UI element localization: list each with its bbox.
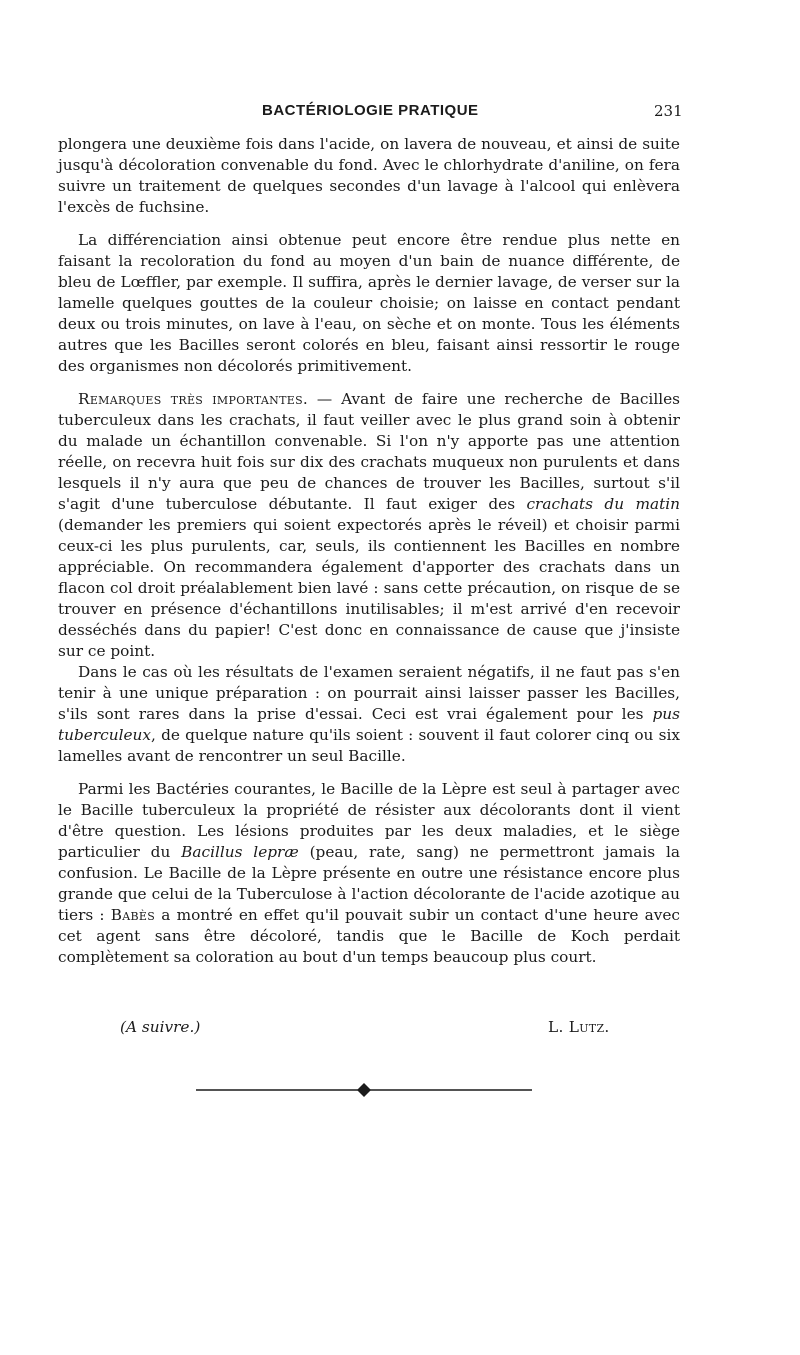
continuation-note: (A suivre.) bbox=[120, 1018, 201, 1036]
lepra-text-1: Parmi les Bactéries courantes, le Bacille de la Lèpre est seul à partager avec le Bacille tuberculeux la propriété de résister aux décolorants dont il vient d'être question. Les lésions produites par les deux maladies, et le siège particulier du bbox=[58, 780, 680, 861]
remarks-text-2: (demander les premiers qui soient expectorés après le réveil) et choisir parmi ceux-ci les plus purulents, car, seuls, ils contiennent les Bacilles en nombre appréciable. On recommandera également d'apporter des crachats dans un flacon col droit préalablement bien lavé : sans cette précaution, on risque de se trouver en présence d'échantillons inutilisables; il m'est arrivé d'en recevoir desséchés dans du papier! C'est donc en connaissance de cause que j'insiste sur ce point. bbox=[58, 516, 680, 660]
lepra-text-3: a montré en effet qu'il pouvait subir un contact d'une heure avec cet agent sans être décoloré, tandis que le Bacille de Koch perdait complètement sa coloration au bout d'un temps beaucoup plus court. bbox=[58, 906, 680, 966]
running-title: BACTÉRIOLOGIE PRATIQUE bbox=[262, 102, 479, 119]
rule-diamond-icon bbox=[357, 1083, 371, 1097]
paragraph-lepra bbox=[58, 779, 680, 968]
lepra-text-2: (peau, rate, sang) ne permettront jamais la confusion. Le Bacille de la Lèpre présente en outre une résistance encore plus grande que celui de la Tuberculose à l'action décolorante de l'acide azotique au tiers : bbox=[58, 843, 680, 924]
negative-text-2: , de quelque nature qu'ils soient : souvent il faut colorer cinq ou six lamelles avant de rencontrer un seul Bacille. bbox=[58, 726, 680, 765]
author-signature: L. Lutz. bbox=[548, 1018, 610, 1036]
ornamental-rule bbox=[196, 1080, 532, 1100]
article-body bbox=[58, 134, 680, 968]
signoff bbox=[0, 1018, 800, 1042]
remarks-italic: crachats du matin bbox=[526, 495, 680, 513]
negative-italic: pus tuberculeux bbox=[58, 705, 680, 744]
page-number: 231 bbox=[654, 102, 683, 120]
lepra-name-babes: Babès bbox=[110, 906, 156, 924]
lepra-italic: Bacillus lepræ bbox=[181, 843, 299, 861]
negative-text-1: Dans le cas où les résultats de l'examen seraient négatifs, il ne faut pas s'en tenir à une unique préparation : on pourrait ainsi laisser passer les Bacilles, s'ils sont rares dans la prise d'essai. Ceci est vrai également pour les bbox=[58, 663, 680, 723]
remarks-text-1: — Avant de faire une recherche de Bacilles tuberculeux dans les crachats, il faut veiller avec le plus grand soin à obtenir du malade un échantillon convenable. Si l'on n'y apporte pas une attention réelle, on recevra huit fois sur dix des crachats muqueux non purulents et dans lesquels il n'y aura que peu de chances de trouver les Bacilles, surtout s'il s'agit d'une tuberculose débutante. Il faut exiger des bbox=[58, 390, 681, 513]
paragraph-differentiation: La différenciation ainsi obtenue peut encore être rendue plus nette en faisant la recoloration du fond au moyen d'un bain de nuance différente, de bleu de Lœffler, par exemple. Il suffira, après le dernier lavage, de verser sur la lamelle quelques gouttes de la couleur choisie; on laisse en contact pendant deux ou trois minutes, on lave à l'eau, on sèche et on monte. Tous les éléments autres que les Bacilles seront colorés en bleu, faisant ainsi ressortir le rouge des organismes non décolorés primitivement. bbox=[58, 231, 680, 375]
page-header bbox=[0, 100, 800, 124]
paragraph-remarks bbox=[58, 389, 680, 662]
paragraph-continuation: plongera une deuxième fois dans l'acide, on lavera de nouveau, et ainsi de suite jusqu'à décoloration convenable du fond. Avec le chlorhydrate d'aniline, on fera suivre un traitement de quelques secondes d'un lavage à l'alcool qui enlèvera l'excès de fuchsine. bbox=[58, 135, 680, 216]
paragraph-negative-results bbox=[58, 662, 680, 767]
remarks-heading: Remarques très importantes. bbox=[78, 390, 309, 408]
